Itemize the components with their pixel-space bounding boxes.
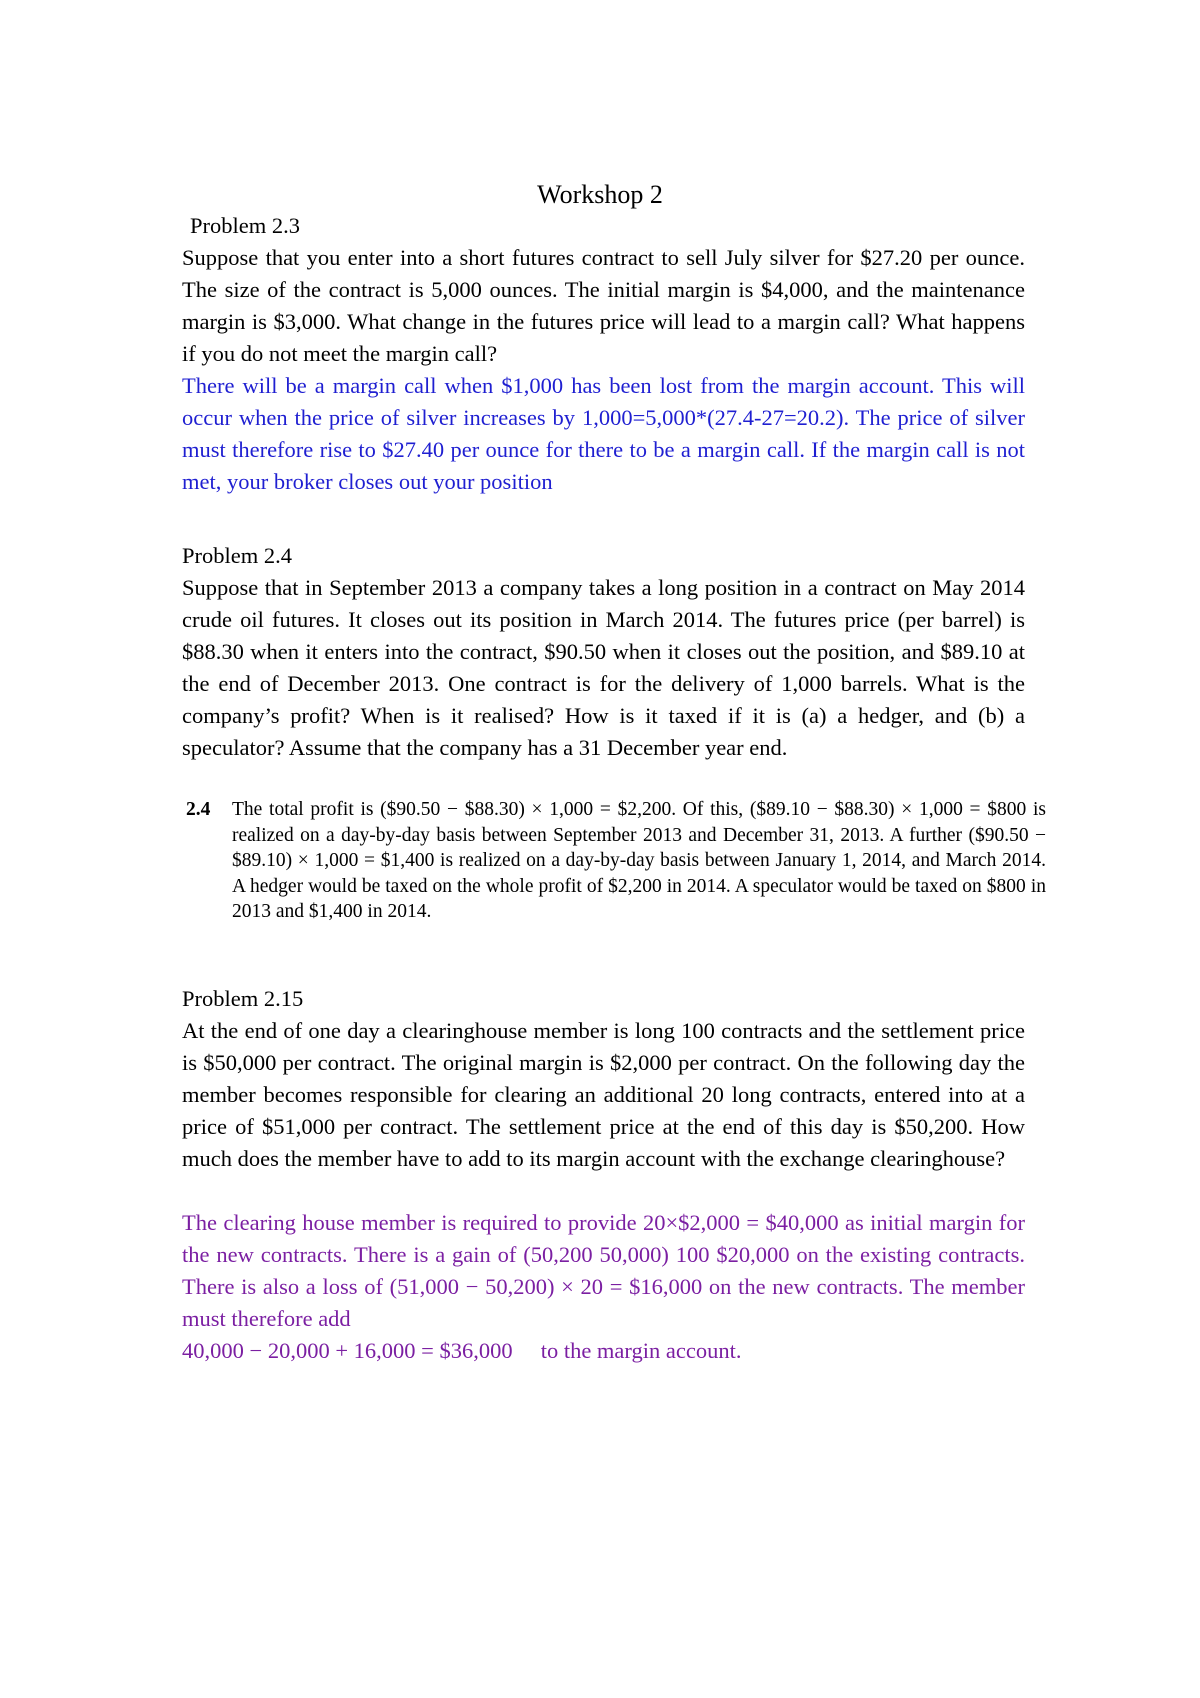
- problem-question: Suppose that you enter into a short futures contract to sell July silver for $27.20 per ounce. The size of the contract is 5,000 ounces. The initial margin is $4,000, and the maintenance margin is $3,000. What change in the futures price will lead to a margin call? What happens if you do not meet the margin call?: [182, 245, 1025, 366]
- problem-heading: Problem 2.4: [182, 543, 292, 568]
- problem-2-15: [182, 983, 1025, 1367]
- answer-number: 2.4: [186, 799, 211, 820]
- problem-question: Suppose that in September 2013 a company takes a long position in a contract on May 2014 crude oil futures. It closes out its position in March 2014. The futures price (per barrel) is $88.30 when it enters into the contract, $90.50 when it closes out the position, and $89.10 at the end of December 2013. One contract is for the delivery of 1,000 barrels. What is the company’s profit? When is it realised? How is it taxed if it is (a) a hedger, and (b) a speculator? Assume that the company has a 31 December year end.: [182, 575, 1025, 760]
- page-title: Workshop 2: [537, 180, 663, 209]
- problem-answer: The clearing house member is required to provide 20×$2,000 = $40,000 as initial margin for the new contracts. There is a gain of (50,200 50,000) 100 $20,000 on the existing contracts. There is also a loss of (51,000 − 50,200) × 20 = $16,000 on the new contracts. The member must therefore add: [182, 1210, 1025, 1331]
- problem-heading: Problem 2.3: [190, 213, 300, 238]
- problem-question: At the end of one day a clearinghouse member is long 100 contracts and the settlement price is $50,000 per contract. The original margin is $2,000 per contract. On the following day the member becomes responsible for clearing an additional 20 long contracts, entered into at a price of $51,000 per contract. The settlement price at the end of this day is $50,200. How much does the member have to add to its margin account with the exchange clearinghouse?: [182, 1018, 1025, 1171]
- problem-answer: The total profit is ($90.50 − $88.30) × 1,000 = $2,200. Of this, ($89.10 − $88.30) × 1,000 = $800 is realized on a day-by-day basis between September 2013 and December 31, 2013. A further ($90.50 − $89.10) × 1,000 = $1,400 is realized on a day-by-day basis between January 1, 2014, and March 2014. A hedger would be taxed on the whole profit of $2,200 in 2014. A speculator would be taxed on $800 in 2013 and $1,400 in 2014.: [232, 799, 1046, 922]
- problem-2-3: [182, 210, 1025, 498]
- problem-answer: There will be a margin call when $1,000 has been lost from the margin account. This will occur when the price of silver increases by 1,000=5,000*(27.4-27=20.2). The price of silver must therefore rise to $27.40 per ounce for there to be a margin call. If the margin call is not met, your broker closes out your position: [182, 373, 1025, 494]
- problem-2-4: [182, 540, 1025, 764]
- textbook-answer-excerpt: [186, 797, 1046, 925]
- problem-answer-final: 40,000 − 20,000 + 16,000 = $36,000 to the margin account.: [182, 1338, 742, 1363]
- spacer: [182, 1175, 1025, 1207]
- problem-heading: Problem 2.15: [182, 986, 304, 1011]
